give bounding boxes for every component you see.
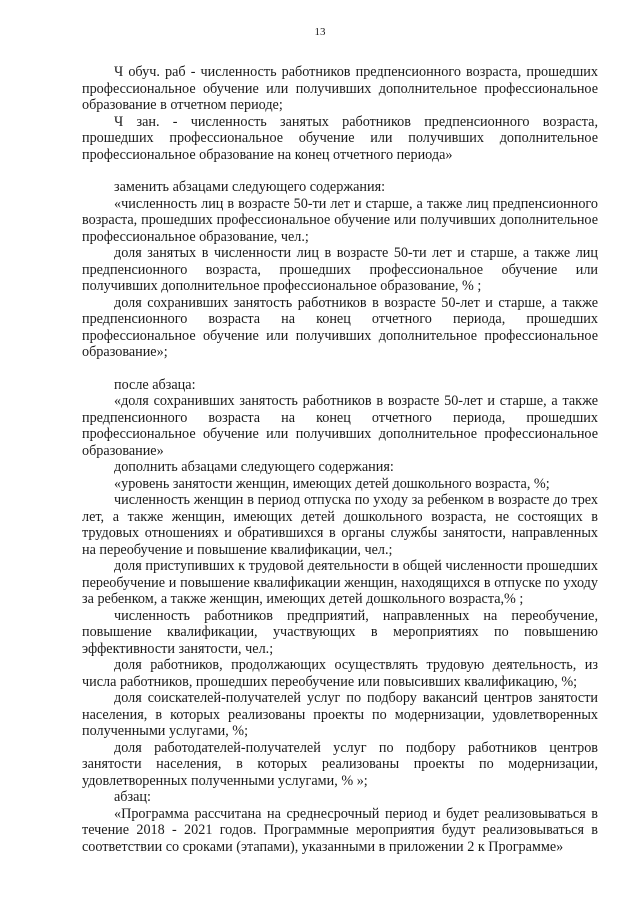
paragraph: «Программа рассчитана на среднесрочный период и будет реализовываться в течение 2018 - 2021 годов. Программные мероприятия будут реализовываться в соответствии со сроками (этапами), указанными в приложении 2 к Программе» <box>82 805 598 855</box>
paragraph: «доля сохранивших занятость работников в возрасте 50-лет и старше, а также предпенсионного возраста на конец отчетного периода, прошедших профессиональное обучение или получивших дополнительное профессиональное образование» <box>82 393 598 459</box>
paragraph: «численность лиц в возрасте 50-ти лет и старше, а также лиц предпенсионного возраста, прошедших профессиональное обучение или получивших дополнительное профессиональное образование, чел.; <box>82 195 598 245</box>
paragraph: доля работников, продолжающих осуществлять трудовую деятельность, из числа работников, прошедших переобучение или повысивших квалификацию, %; <box>82 657 598 690</box>
document-body <box>82 64 598 855</box>
paragraph: доля занятых в численности лиц в возрасте 50-ти лет и старше, а также лиц предпенсионного возраста, прошедших профессиональное обучение или получивших дополнительное профессиональное образование, % ; <box>82 245 598 294</box>
paragraph: заменить абзацами следующего содержания: <box>114 179 386 195</box>
paragraph: абзац: <box>114 789 151 805</box>
paragraph: численность женщин в период отпуска по уходу за ребенком в возрасте до трех лет, а также женщин, имеющих детей дошкольного возраста, не состоящих в трудовых отношениях и обратившихся в органы службы занятости, направленных на переобучение и повышение квалификации, чел.; <box>82 492 598 558</box>
paragraph: доля работодателей-получателей услуг по подбору работников центров занятости населения, в которых реализованы проекты по модернизации, удовлетворенных полученными услугами, % »; <box>82 739 598 789</box>
paragraph: «уровень занятости женщин, имеющих детей дошкольного возраста, %; <box>114 475 550 492</box>
paragraph: после абзаца: <box>114 376 196 393</box>
paragraph: доля соискателей-получателей услуг по подбору вакансий центров занятости населения, в которых реализованы проекты по модернизации, удовлетворенных полученными услугами, %; <box>82 690 598 739</box>
paragraph: численность работников предприятий, направленных на переобучение, повышение квалификации, участвующих в мероприятиях по повышению эффективности занятости, чел.; <box>82 607 598 657</box>
paragraph: Ч зан. - численность занятых работников предпенсионного возраста, прошедших профессиональное обучение или получивших дополнительное профессиональное образование на конец отчетного периода» <box>82 113 598 163</box>
paragraph: дополнить абзацами следующего содержания: <box>114 459 394 475</box>
paragraph: Ч обуч. раб - численность работников предпенсионного возраста, прошедших профессиональное обучение или получивших дополнительное профессиональное образование в отчетном периоде; <box>82 64 598 113</box>
page-number: 13 <box>314 26 326 38</box>
paragraph: доля приступивших к трудовой деятельности в общей численности прошедших переобучение и повышение квалификации женщин, находящихся в отпуске по уходу за ребенком, а также женщин, имеющих детей дошкольного возраста,% ; <box>82 558 598 607</box>
paragraph: доля сохранивших занятость работников в возрасте 50-лет и старше, а также предпенсионного возраста на конец отчетного периода, прошедших профессиональное обучение или получивших дополнительное профессиональное образование»; <box>82 294 598 360</box>
